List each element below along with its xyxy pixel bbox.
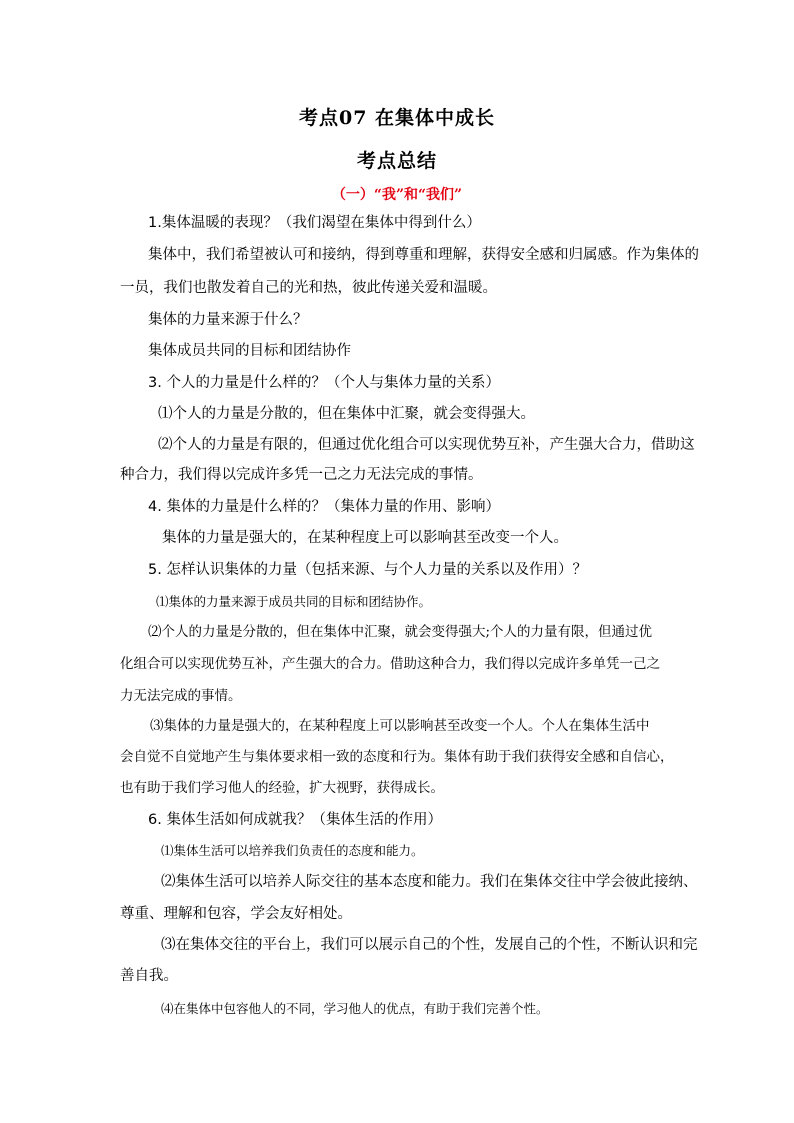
question-6: 6. 集体生活如何成就我？（集体生活的作用） [148, 812, 442, 828]
page-subtitle: 考点总结 [356, 150, 437, 172]
paragraph-line: ⑵集体生活可以培养人际交往的基本态度和能力。我们在集体交往中学会彼此接纳、 [161, 874, 698, 890]
paragraph-line: ⑴个人的力量是分散的，但在集体中汇聚，就会变得强大。 [158, 406, 535, 422]
question-4: 4. 集体的力量是什么样的？（集体力量的作用、影响） [148, 499, 500, 515]
paragraph-line: 集体中，我们希望被认可和接纳，得到尊重和理解，获得安全感和归属感。作为集体的 [148, 247, 699, 263]
paragraph-line: 一员，我们也散发着自己的光和热，彼此传递关爱和温暖。 [120, 280, 497, 296]
paragraph-line: 集体成员共同的目标和团结协作 [148, 343, 351, 359]
paragraph-line: 尊重、理解和包容，学会友好相处。 [120, 906, 352, 922]
paragraph-line: 化组合可以实现优势互补，产生强大的合力。借助这种合力，我们得以完成许多单凭一己之 [120, 656, 660, 672]
paragraph-line: 种合力，我们得以完成许多凭一己之力无法完成的事情。 [120, 467, 483, 483]
question-1: 1.集体温暖的表现？（我们渴望在集体中得到什么） [148, 215, 481, 231]
paragraph-line: 善自我。 [120, 968, 178, 984]
paragraph-line: ⑴集体生活可以培养我们负责任的态度和能力。 [161, 843, 424, 858]
section-heading: （一）“我”和“我们” [331, 187, 463, 203]
paragraph-line: 会自觉不自觉地产生与集体要求相一致的态度和行为。集体有助于我们获得安全感和自信心， [120, 749, 674, 765]
paragraph-line: ⑷在集体中包容他人的不同，学习他人的优点，有助于我们完善个性。 [161, 1001, 549, 1016]
paragraph-line: ⑶集体的力量是强大的，在某种程度上可以影响甚至改变一个人。个人在集体生活中 [150, 718, 650, 734]
paragraph-line: 力无法完成的事情。 [120, 688, 242, 704]
paragraph-line: ⑴集体的力量来源于成员共同的目标和团结协作。 [156, 594, 432, 609]
paragraph-line: ⑵个人的力量是分散的，但在集体中汇聚，就会变得强大;个人的力量有限，但通过优 [148, 624, 653, 640]
page-title: 考点07 在集体中成长 [298, 107, 496, 129]
paragraph-line: ⑶在集体交往的平台上，我们可以展示自己的个性，发展自己的个性，不断认识和完 [161, 937, 698, 953]
question-2: 集体的力量来源于什么？ [148, 312, 308, 328]
paragraph-line: 集体的力量是强大的，在某种程度上可以影响甚至改变一个人。 [162, 530, 568, 546]
paragraph-line: ⑵个人的力量是有限的，但通过优化组合可以实现优势互补，产生强大合力，借助这 [158, 437, 695, 453]
paragraph-line: 也有助于我们学习他人的经验，扩大视野，获得成长。 [120, 780, 444, 796]
question-3: 3. 个人的力量是什么样的？（个人与集体力量的关系） [148, 375, 500, 391]
question-5: 5. 怎样认识集体的力量（包括来源、与个人力量的关系以及作用）？ [148, 562, 587, 578]
